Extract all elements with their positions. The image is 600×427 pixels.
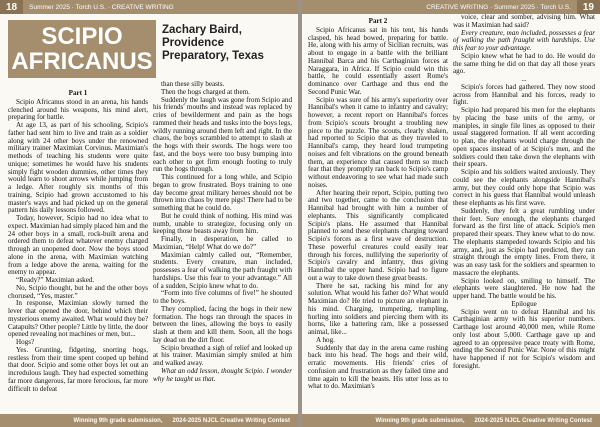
- paragraph: voice, clear and somber, advising him. What was it Maximian had said?: [453, 14, 595, 29]
- left-page-number: 18: [0, 0, 23, 14]
- paragraph: Finally, in desperation, he called to Maximian, “Help! What do we do?”: [153, 235, 292, 251]
- title-line-2: AFRICANUS: [11, 48, 153, 75]
- paragraph: “Ready?” Maximian asked.: [16, 276, 95, 284]
- byline: Zachary Baird, Providence Preparatory, Texas: [162, 24, 264, 62]
- paragraph: No, Scipio thought, but he and the other boys chorused, “Yes, master.”: [8, 283, 148, 300]
- scene-break: ...: [521, 75, 527, 83]
- paragraph: Today, however, Scipio had no idea what to expect. Maximian had simply placed him and the 24 other boys in a small, rock-built arena and ordered them to defeat whatever enemy charged through an unopened door. Now the boys stood alone in the arena, with Maximian watching from a ledge above the arena, waiting for the enemy to appear.: [8, 214, 148, 277]
- paragraph: Suddenly that day in the arena came rushing back into his head. The hogs and their wild, erratic movements. His friends' cries of confusion and frustration as they failed time and time again to kill the beasts. His utter loss as to what to do. Maximian's: [308, 343, 448, 391]
- right-header-text: CREATIVE WRITING · Summer 2025 · Torch U.S.: [426, 3, 571, 11]
- right-page-footer: [302, 414, 600, 427]
- paragraph: than these silly beasts.: [161, 81, 225, 88]
- left-footer-submission: Winning 9th grade submission,: [73, 417, 163, 424]
- paragraph: Scipio had prepared his men for the elephants by placing the base units of the army, or maniples, in single file lines as opposed to their usual staggered formation. If all went according to plan, the elephants would charge through the open spaces instead of at Scipio's men, and the soldiers could then take down the elephants with their spears.: [453, 106, 595, 169]
- section-heading: Part 2: [368, 18, 388, 25]
- epilogue-heading: Epilogue: [511, 299, 537, 308]
- paragraph: Suddenly, they felt a great rumbling under their feet. Sure enough, the elephants charged forward as the first line of attack. Scipio's men prepared their spears. They knew what to do now. The elephants stampeded towards Scipio and his army, and, just as Scipio had predicted, they ran straight through the empty lines. From there, it was an easy task for the soldiers and spearmen to massacre the elephants.: [453, 206, 595, 277]
- left-column-2: [153, 81, 292, 410]
- section-heading: Part 1: [68, 90, 88, 97]
- paragraph: Every creature, man included, possesses a fear of walking the path fraught with hardships. Use this fear to your advantage.: [453, 28, 595, 52]
- left-page-header: [0, 0, 298, 14]
- paragraph: But he could think of nothing. His mind was numb, unable to strategize, focusing only on keeping those beasts away from him.: [153, 211, 292, 236]
- paragraph: Then the hogs charged at them.: [161, 87, 250, 96]
- paragraph: Scipio Africanus stood in an arena, his hands clenched around his weapons, his mind alert, preparing for battle.: [8, 97, 148, 122]
- left-page-footer: [0, 414, 298, 427]
- title-line-1: SCIPIO: [41, 23, 123, 50]
- paragraph: Scipio breathed a sigh of relief and looked up at his trainer. Maximian simply smiled at him and walked away.: [153, 343, 292, 367]
- paragraph: Scipio's forces had gathered. They now stood across from Hannibal and his forces, ready to fight.: [453, 82, 595, 107]
- paragraph: Scipio went on to defeat Hannibal and his Carthaginian army with his superior numbers. Carthage lost around 40,000 men, while Rome only lost about 5,000. Carthage gave up and agreed to an oppressive peace treaty with Rome, ending the Second Punic War. None of this might have happened if not for Scipio's wisdom and foresight.: [453, 307, 595, 370]
- paragraph: This continued for a long while, and Scipio began to grow frustrated. Boys training to one day become great military heroes should not be thrown into chaos by mere pigs! There had to be something that he could do.: [153, 173, 292, 212]
- paragraph: Scipio knew what he had to do. He would do the same thing he did on that day all those years ago.: [453, 51, 595, 76]
- article-title: [8, 20, 156, 78]
- left-page: [0, 0, 298, 427]
- right-column-2: [453, 14, 595, 410]
- paragraph: After hearing their report, Scipio, putting two and two together, came to the conclusion that Hannibal had brought with him a number of elephants. This significantly complicated Scipio's plans. He assumed that Hannibal planned to send these elephants charging toward Scipio's forces as a first wave of destruction. These powerful creatures could easily tear through his forces, nullifying the superiority of Scipio's cavalry and infantry, thus giving Hannibal the upper hand. Scipio had to figure out a way to take down these great beasts.: [308, 188, 448, 282]
- paragraph: There he sat, racking his mind for any solution. What would his father do? What would Maximian do? He tried to picture an elephant in his mind. Charging, trumpeting, trampling, hurling into soldiers and piercing them with its horns, like a battering ram, like a possessed animal, like...: [308, 281, 448, 336]
- paragraph: A hog.: [316, 335, 335, 344]
- right-column-1: [308, 18, 448, 410]
- right-page: [302, 0, 600, 427]
- right-page-header: [302, 0, 600, 14]
- paragraph: They complied, facing the hogs in their new formation. The hogs ran through the spaces in between the lines, allowing the boys to easily slash at them and kill them. Soon, all the hogs lay dead on the dirt floor.: [153, 304, 292, 344]
- left-column-1: [8, 90, 148, 410]
- paragraph: “Form into five columns of five!” he shouted to the boys.: [153, 289, 292, 305]
- left-header-text: Summer 2025 · Torch U.S. · CREATIVE WRITING: [29, 3, 174, 11]
- paragraph: Maximian calmly called out, “Remember, students. Every creature, man included, possesses a fear of walking the path fraught with hardships. Use this fear to your advantage.” All of a sudden, Scipio knew what to do.: [153, 250, 292, 290]
- paragraph: In response, Maximian slowly turned the lever that opened the door, behind which their mysterious enemy awaited. What would they be? Catapults? Other people? Little by little, the door opened revealing not machines or men, but...: [8, 299, 148, 339]
- paragraph: Scipio and his soldiers waited anxiously. They could see the elephants alongside Hannibal's army, but they could only hope that Scipio was correct in his guess that Hannibal would unleash these elephants as his first wave.: [453, 168, 595, 207]
- paragraph: Scipio was sure of his army's superiority over Hannibal's when it came to infantry and cavalry; however, a recent report on Hannibal's forces from Scipio's scouts brought a troubling new piece to the puzzle. The scouts, clearly shaken, had reported to Scipio that as they traveled to Hannibal's camp, they heard loud trumpeting noises and felt vibrations on the ground beneath them, an experience that caused them so much fear that they promptly ran back to Scipio's camp without endeavoring to see what had made such noises.: [308, 95, 448, 189]
- right-footer-contest: 2024-2025 NJCL Creative Writing Contest: [474, 417, 592, 424]
- paragraph: Hogs?: [16, 338, 35, 346]
- right-page-number: 19: [577, 0, 600, 14]
- right-footer-submission: Winning 9th grade submission,: [375, 417, 465, 424]
- paragraph: Yes. Grunting, fidgeting, snorting hogs, restless from their time spent cooped up behind that door. Scipio and some other boys let out an incredulous laugh. They had expected something far more dangerous, far more ferocious, far more difficult to defeat: [8, 345, 148, 393]
- paragraph: At age 13, as part of his schooling, Scipio's father had sent him to live and train as a soldier along with 24 other boys under the renowned military trainer Maximian Corvinus. Maximian's methods of teaching his students were quite unique; sometimes he would have his students simply fight wooden dummies, other times they would learn to shoot arrows while jumping from a ledge. After roughly six months of this training, Scipio had grown accustomed to his master's ways and had picked up on the general pattern his daily lessons followed.: [8, 121, 148, 215]
- paragraph: Suddenly the laugh was gone from Scipio and his friends' mouths and instead was replaced by cries of bewilderment and pain as the hogs rammed their heads and tusks into the boys legs, wildly running around them left and right. In the chaos, the boys scrambled to attempt to slash at the hogs with their swords. The hogs were too fast, and the boys were too busy bumping into each other to get firm enough footing to truly run the hogs through.: [153, 95, 292, 174]
- paragraph: What an odd lesson, thought Scipio. I wonder why he taught us that.: [153, 366, 292, 383]
- paragraph: Scipio Africanus sat in his tent, his hands clasped, his head bowed, preparing for battle. He, along with his army of Sicilian recruits, was about to engage in a battle with the brilliant Hannibal Barca and his Carthaginian forces at Naraggara, in Africa. If Scipio could win this battle, he could essentially assert Rome's dominance over Carthage and thus end the Second Punic War.: [308, 25, 448, 96]
- paragraph: Scipio looked on, smiling to himself. The elephants were slaughtered. He now had the upper hand. The battle would be his.: [453, 276, 595, 300]
- left-footer-contest: 2024-2025 NJCL Creative Writing Contest: [172, 417, 290, 424]
